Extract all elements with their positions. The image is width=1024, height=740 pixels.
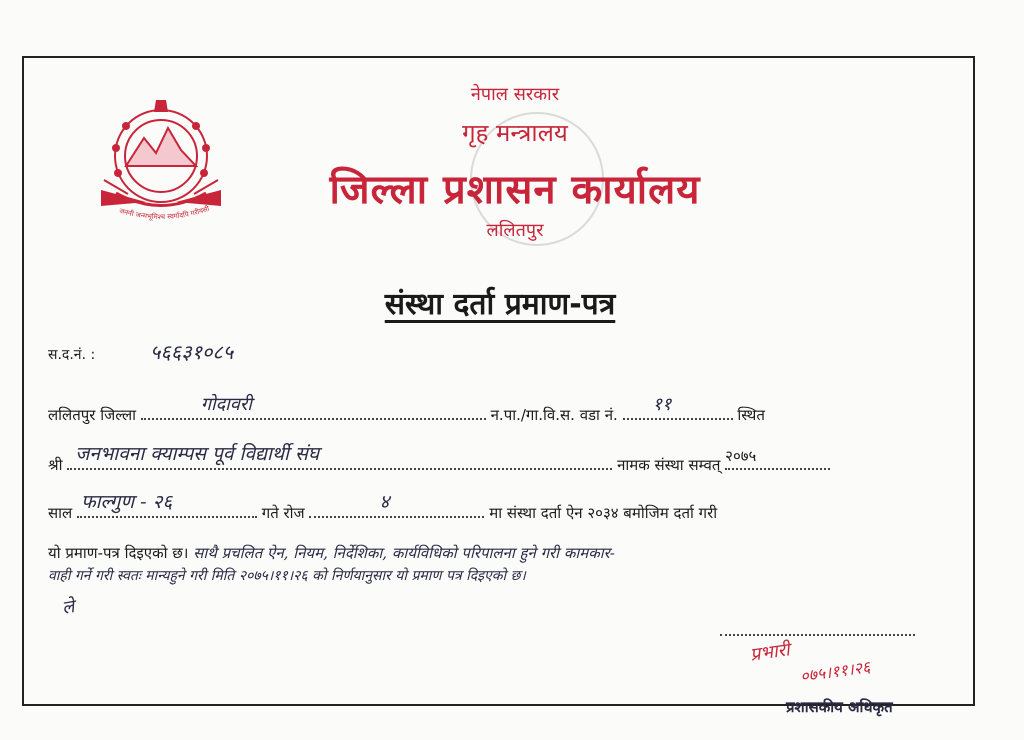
initials-signature: ले xyxy=(60,596,77,619)
location-label: स्थित xyxy=(737,406,765,424)
registration-number: ५६६३१०८५ xyxy=(150,340,234,364)
org-name-field xyxy=(67,443,612,470)
year-field xyxy=(725,447,830,470)
signature-line xyxy=(720,634,915,636)
district-heading: ललितपुर xyxy=(486,220,544,241)
registration-label: स.द.नं. : xyxy=(48,347,96,363)
month-day-field xyxy=(77,491,257,518)
org-name-value: जनभावना क्याम्पस पूर्व विद्यार्थी संघ xyxy=(75,443,320,465)
place-field xyxy=(141,394,486,420)
ministry-heading: गृह मन्त्रालय xyxy=(462,119,568,147)
municipality-label: न.पा./गा.वि.स. वडा नं. xyxy=(490,406,618,424)
government-heading: नेपाल सरकार xyxy=(470,84,560,105)
row-district xyxy=(48,394,765,425)
org-suffix-label: नामक संस्था सम्वत् xyxy=(617,456,721,474)
row-issued xyxy=(48,543,968,563)
row-date xyxy=(48,491,718,523)
signature-date: ०७५।११।२६ xyxy=(799,657,872,686)
issued-text: यो प्रमाण-पत्र दिइएको छ। xyxy=(48,544,189,562)
district-label: ललितपुर जिल्ला xyxy=(48,406,137,424)
weekday-value: ४ xyxy=(379,491,390,513)
nepal-emblem-seal xyxy=(86,98,236,228)
weekday-field xyxy=(309,491,484,518)
certificate-title: संस्था दर्ता प्रमाण-पत्र xyxy=(384,287,616,322)
act-text: मा संस्था दर्ता ऐन २०३४ बमोजिम दर्ता गरी xyxy=(489,504,718,522)
day-label: गते रोज xyxy=(261,504,305,522)
handwritten-note-2: वाही गर्ने गरी स्वतः मान्यहुने गरी मिति २०७५।११।२६ को निर्णयानुसार यो प्रमाण पत्र दिइएको छ। xyxy=(48,568,526,584)
office-heading: जिल्ला प्रशासन कार्यालय xyxy=(329,167,701,213)
ward-value: ११ xyxy=(652,394,672,415)
svg-text:जननी जन्मभूमिश्च स्वर्गादपि गर: जननी जन्मभूमिश्च स्वर्गादपि गरीयसी xyxy=(118,204,211,222)
month-day-value: फाल्गुण - २६ xyxy=(80,491,173,513)
officer-title: प्रशासकीय अधिकृत xyxy=(786,698,893,716)
sal-label: साल xyxy=(48,504,73,522)
place-value: गोदावरी xyxy=(200,394,252,415)
year-value: २०७५ xyxy=(725,447,757,465)
row-organization xyxy=(48,443,830,475)
shri-label: श्री xyxy=(48,456,63,474)
handwritten-note-1: साथै प्रचलित ऐन, नियम, निर्देशिका, कार्यविधिको परिपालना हुने गरी कामकार- xyxy=(193,544,615,562)
ward-field xyxy=(623,394,733,420)
officer-signature: प्रभारी xyxy=(748,639,791,666)
